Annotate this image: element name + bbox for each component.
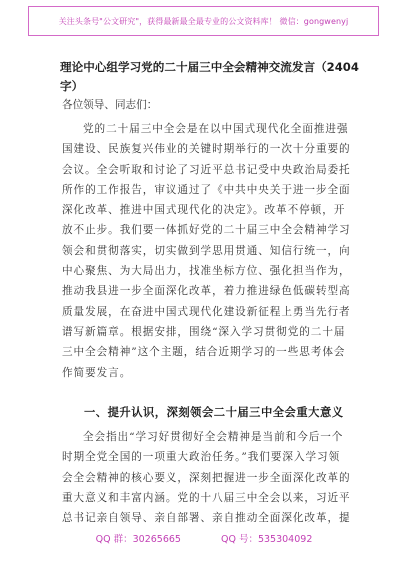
- paragraph-line: 三中全会精神”这个主题，结合近期学习的一些思考体会: [62, 346, 346, 359]
- paragraph-line: 会全会精神的核心要义，深刻把握进一步全面深化改革的: [62, 471, 351, 484]
- paragraph-line: 谱写新篇章。根据安排，围绕“深入学习贯彻党的二十届: [62, 325, 346, 338]
- paragraph-line: 放不止步。我们要一体抓好党的二十届三中全会精神学习: [62, 224, 351, 237]
- paragraph-line: 全会指出“学习好贯彻好全会精神是当前和今后一个: [83, 431, 344, 443]
- paragraph-line: 深化改革、推进中国式现代化的决定》。改革不停顿，开: [62, 204, 346, 217]
- paragraph-line: 重大意义和丰富内涵。党的十八届三中全会以来，习近平: [62, 491, 351, 504]
- paragraph-2: [62, 427, 351, 528]
- paragraph-line: 国建设、民族复兴伟业的关键时期举行的一次十分重要的: [62, 143, 351, 156]
- section-heading: 一、提升认识，深刻领会二十届三中全会重大意义: [84, 406, 344, 419]
- document-title: 理论中心组学习党的二十届三中全会精神交流发言（2404字）: [60, 60, 359, 93]
- paragraph-line: 会议。全会听取和讨论了习近平总书记受中央政治局委托: [62, 163, 351, 176]
- salutation: 各位领导、同志们：: [62, 99, 158, 111]
- header-banner: [28, 6, 379, 36]
- paragraph-line: 总书记亲自领导、亲自部署、亲自推动全面深化改革，提: [62, 512, 351, 525]
- paragraph-line: 所作的工作报告，审议通过了《中共中央关于进一步全面: [62, 183, 351, 196]
- paragraph-1: [62, 119, 351, 383]
- paragraph-line: 作简要发言。: [62, 366, 132, 379]
- paragraph-line: 党的二十届三中全会是在以中国式现代化全面推进强: [83, 123, 349, 135]
- footer-qq-number: QQ 号：535304092: [220, 534, 313, 545]
- paragraph-line: 推动我县进一步全面深化改革，着力推进绿色低碳转型高: [62, 285, 351, 298]
- paragraph-line: 中心聚焦、为大局出力，找准坐标方位、强化担当作为，: [62, 265, 351, 278]
- paragraph-line: 时期全党全国的一项重大政治任务。”我们要深入学习领: [62, 451, 341, 464]
- header-banner-text: 关注头条号"公文研究"，获得最新最全最专业的公文资料库！ 微信：gongwenyj: [58, 16, 349, 26]
- paragraph-line: 质量发展，在奋进中国式现代化建设新征程上勇当先行者: [62, 305, 351, 318]
- footer: [0, 531, 408, 545]
- paragraph-line: 领会和贯彻落实，切实做到学思用贯通、知信行统一，向: [62, 244, 351, 257]
- footer-qq-group: QQ 群：30265665: [95, 534, 181, 545]
